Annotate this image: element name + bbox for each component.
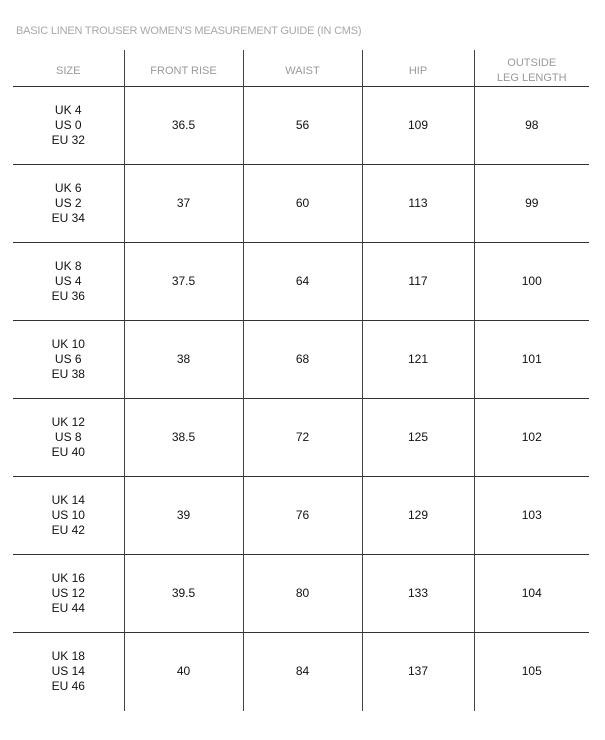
size-label: EU 36 <box>51 289 85 303</box>
table-row <box>13 555 589 633</box>
hip-cell: 109 <box>362 87 474 165</box>
size-label: US 14 <box>51 664 85 679</box>
header-waist-label: WAIST <box>285 64 320 77</box>
size-label: US 12 <box>51 586 85 600</box>
size-label: UK 4 <box>54 103 82 117</box>
table-row <box>13 399 589 477</box>
size-label: EU 46 <box>51 679 85 694</box>
size-label: EU 38 <box>51 367 85 381</box>
header-front-rise-label: FRONT RISE <box>150 64 217 77</box>
size-label: UK 8 <box>54 259 82 273</box>
waist-cell: 60 <box>243 165 362 243</box>
size-label: EU 32 <box>51 133 85 147</box>
hip-cell: 121 <box>362 321 474 399</box>
header-hip-label: HIP <box>408 64 428 77</box>
outside-leg-length-cell: 99 <box>474 165 589 243</box>
size-label: US 6 <box>54 352 82 366</box>
size-cell <box>13 243 124 321</box>
size-label: EU 42 <box>51 523 85 537</box>
size-label: UK 14 <box>51 493 85 507</box>
waist-cell: 84 <box>243 633 362 711</box>
waist-cell: 56 <box>243 87 362 165</box>
table-row <box>13 165 589 243</box>
outside-leg-length-cell: 101 <box>474 321 589 399</box>
front-rise-cell: 37 <box>124 165 243 243</box>
outside-leg-length-cell: 104 <box>474 555 589 633</box>
size-label: UK 10 <box>51 337 85 351</box>
hip-cell: 129 <box>362 477 474 555</box>
header-front-rise <box>124 50 243 87</box>
header-size <box>13 50 124 87</box>
table-header <box>13 50 589 87</box>
front-rise-cell: 37.5 <box>124 243 243 321</box>
size-cell <box>13 87 124 165</box>
size-label: UK 6 <box>54 181 82 195</box>
hip-cell: 117 <box>362 243 474 321</box>
header-outside-leg-length <box>474 50 589 87</box>
table-row <box>13 87 589 165</box>
waist-cell: 76 <box>243 477 362 555</box>
size-label: EU 44 <box>51 601 85 615</box>
size-label: US 2 <box>54 196 82 210</box>
front-rise-cell: 40 <box>124 633 243 711</box>
size-label: UK 16 <box>51 571 85 585</box>
outside-leg-length-cell: 98 <box>474 87 589 165</box>
header-row <box>13 50 589 87</box>
header-size-label: SIZE <box>56 64 81 77</box>
hip-cell: 113 <box>362 165 474 243</box>
size-label: UK 12 <box>51 415 85 429</box>
outside-leg-length-cell: 105 <box>474 633 589 711</box>
size-label: US 0 <box>54 118 82 132</box>
header-leg-label-line2: LEG LENGTH <box>496 72 567 84</box>
header-waist <box>243 50 362 87</box>
table-row <box>13 633 589 711</box>
header-hip <box>362 50 474 87</box>
size-label: EU 40 <box>51 445 85 459</box>
table-row <box>13 477 589 555</box>
table-body <box>13 87 589 711</box>
outside-leg-length-cell: 102 <box>474 399 589 477</box>
outside-leg-length-cell: 103 <box>474 477 589 555</box>
hip-cell: 137 <box>362 633 474 711</box>
hip-cell: 133 <box>362 555 474 633</box>
waist-cell: 64 <box>243 243 362 321</box>
size-cell <box>13 321 124 399</box>
waist-cell: 72 <box>243 399 362 477</box>
size-label: US 10 <box>51 508 85 522</box>
size-label: UK 18 <box>51 649 85 664</box>
waist-cell: 68 <box>243 321 362 399</box>
page-title: BASIC LINEN TROUSER WOMEN'S MEASUREMENT GUIDE (IN CMS) <box>16 25 362 37</box>
size-label: US 4 <box>54 274 82 288</box>
size-cell <box>13 633 124 711</box>
front-rise-cell: 36.5 <box>124 87 243 165</box>
outside-leg-length-cell: 100 <box>474 243 589 321</box>
front-rise-cell: 38 <box>124 321 243 399</box>
table-row <box>13 243 589 321</box>
size-cell <box>13 165 124 243</box>
front-rise-cell: 38.5 <box>124 399 243 477</box>
front-rise-cell: 39 <box>124 477 243 555</box>
size-cell <box>13 399 124 477</box>
measurement-table <box>13 50 589 711</box>
header-leg-label-line1: OUTSIDE <box>507 57 557 69</box>
table-row <box>13 321 589 399</box>
size-cell <box>13 477 124 555</box>
size-label: US 8 <box>54 430 82 444</box>
size-cell <box>13 555 124 633</box>
waist-cell: 80 <box>243 555 362 633</box>
size-label: EU 34 <box>51 211 85 225</box>
front-rise-cell: 39.5 <box>124 555 243 633</box>
hip-cell: 125 <box>362 399 474 477</box>
